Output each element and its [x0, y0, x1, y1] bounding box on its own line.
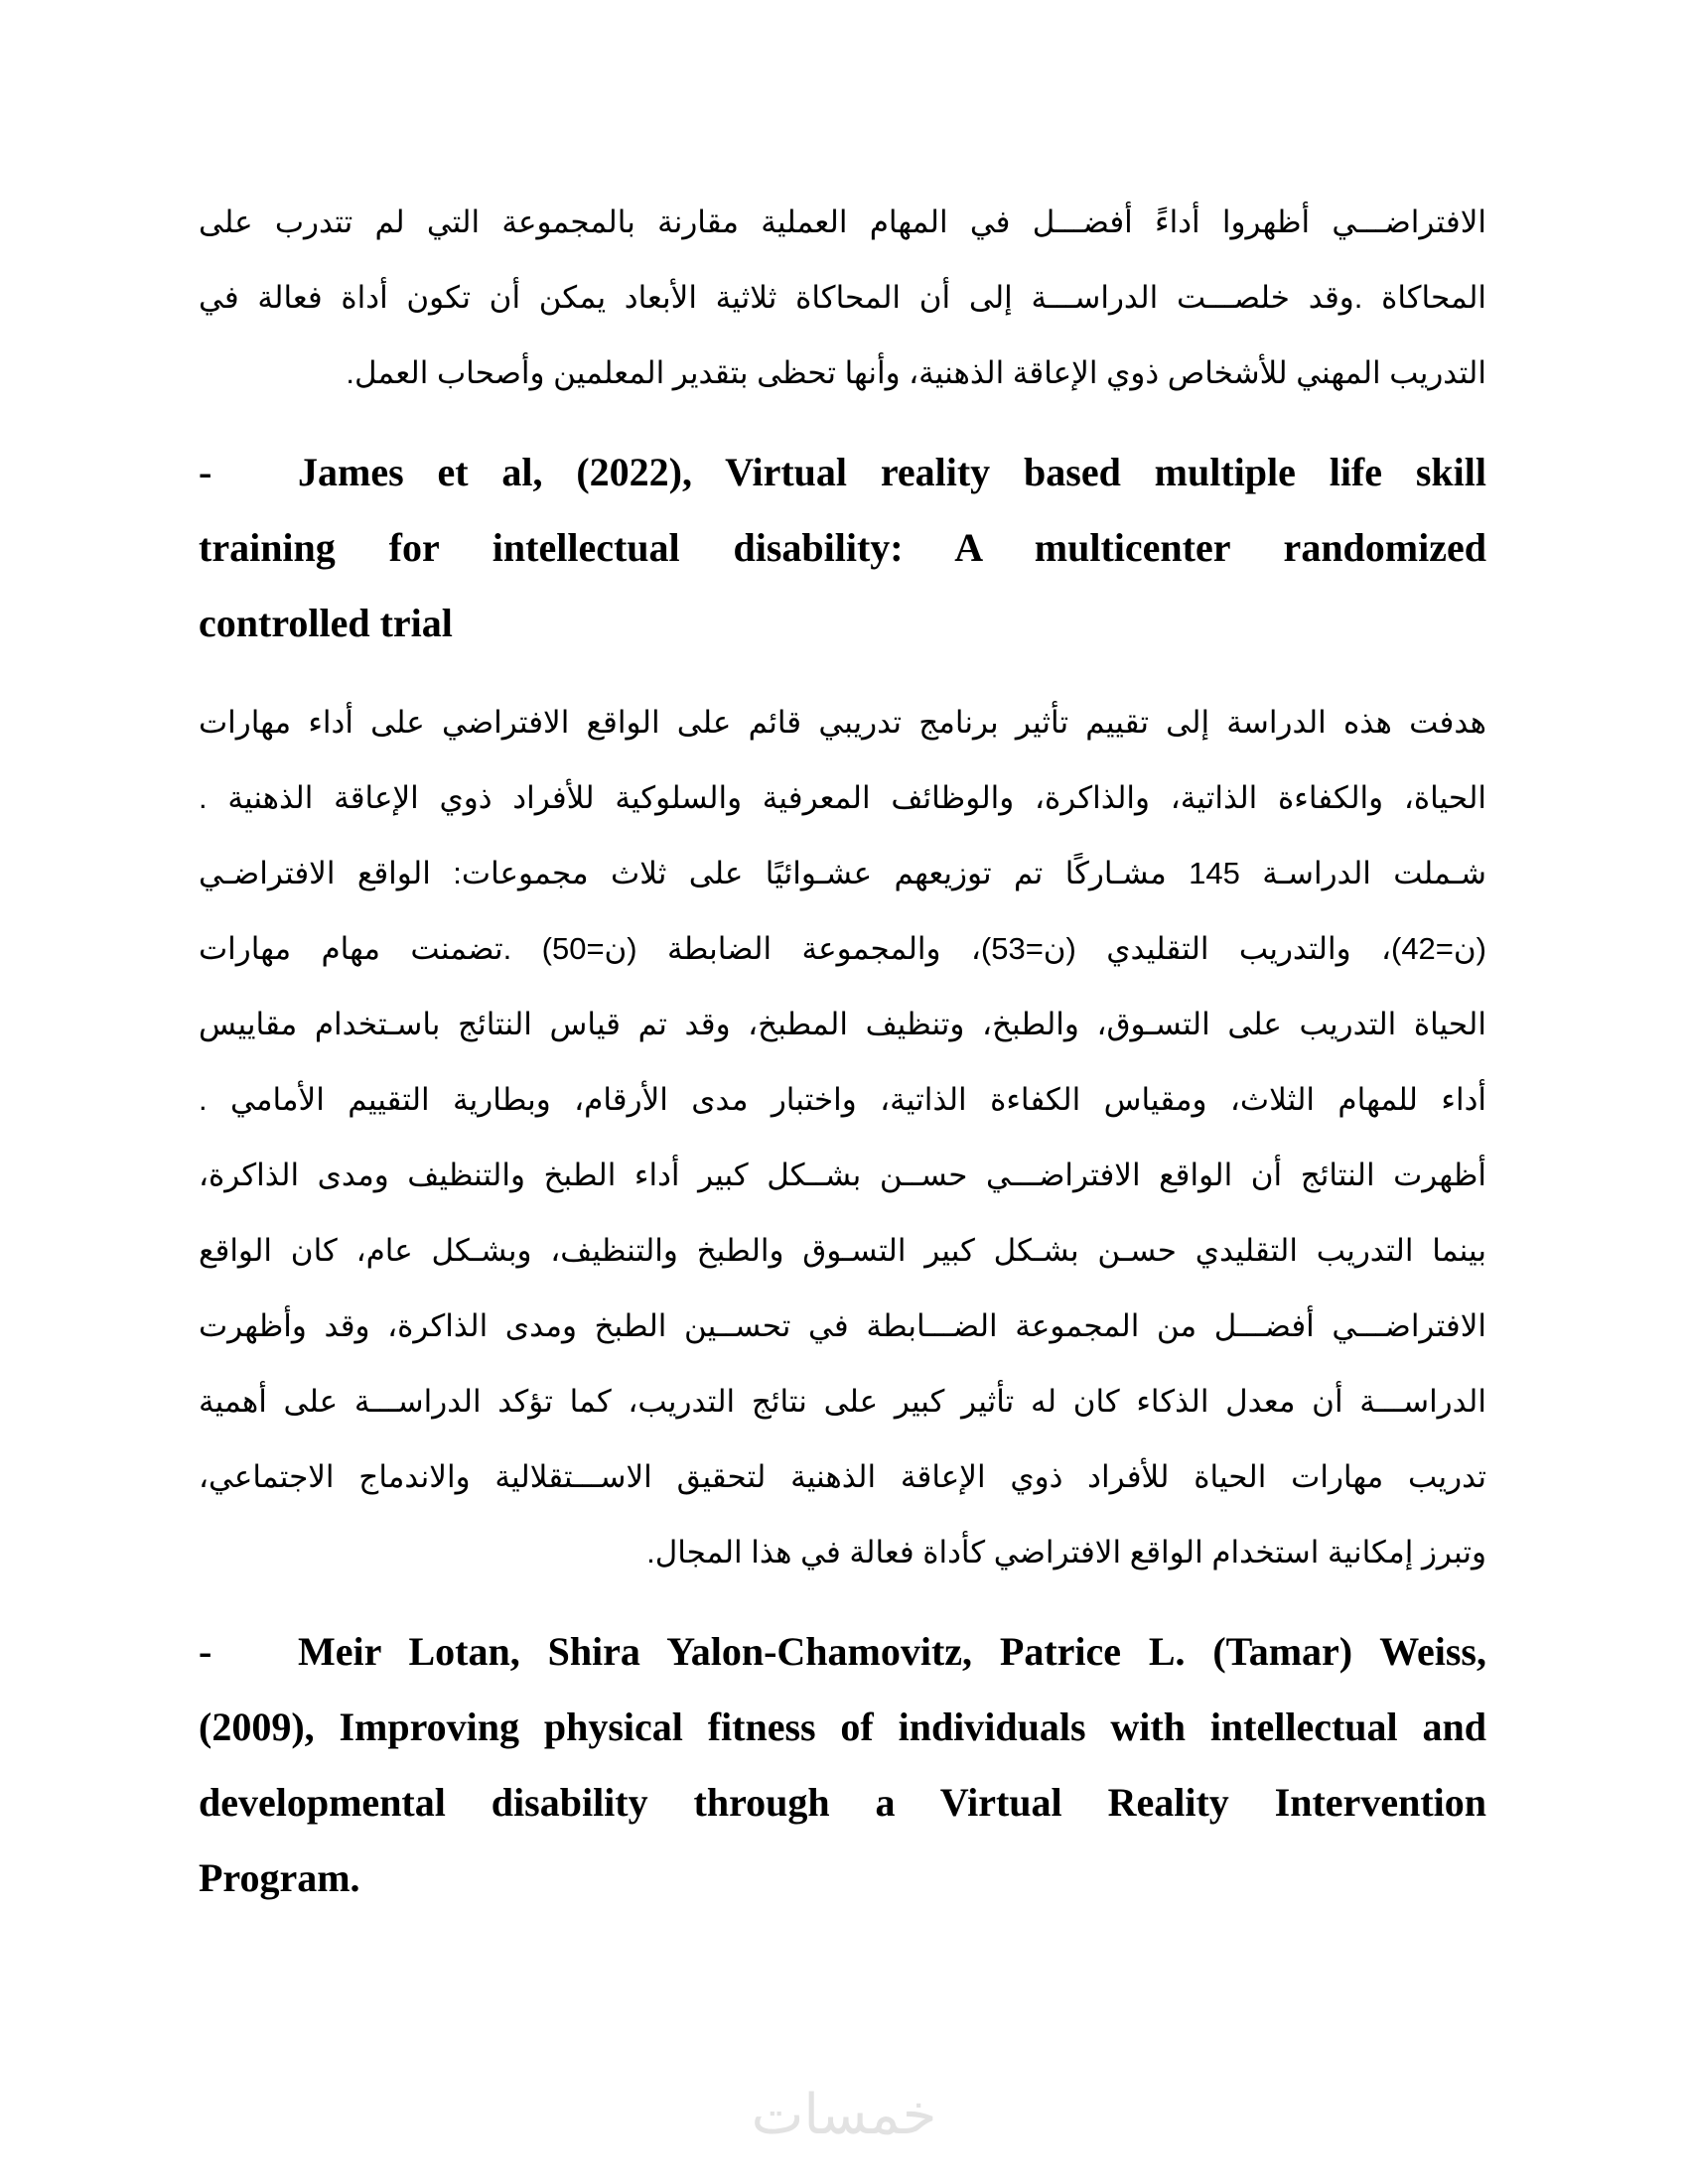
- reference-heading-lotan-2009: [199, 1614, 1486, 1916]
- text-line: بينما التدريب التقليدي حسـن بشـكل كبير التسـوق والطبخ والتنظيف، وبشـكل عام، كان الواقع: [199, 1233, 1486, 1268]
- arabic-paragraph-james-summary: [199, 685, 1486, 1590]
- reference-line: [199, 435, 1486, 510]
- arabic-paragraph-summary-end: [199, 185, 1486, 411]
- text-line: الحياة التدريب على التسـوق، والطبخ، وتنظيف المطبخ، وقد تم قياس النتائج باسـتخدام مقاييس: [199, 1007, 1486, 1041]
- bullet-dash: -: [199, 1629, 212, 1674]
- text-line: الدراســـة أن معدل الذكاء كان له تأثير كبير على نتائج التدريب، كما تؤكد الدراســـة على أهمية: [199, 1384, 1486, 1419]
- text-line: الافتراضـــي أفضـــل من المجموعة الضـــابطة في تحســين الطبخ ومدى الذاكرة، وقد وأظهرت: [199, 1308, 1486, 1343]
- bullet-dash: -: [199, 450, 212, 494]
- reference-line: developmental disability through a Virtual Reality Intervention: [199, 1780, 1486, 1825]
- text-line: هدفت هذه الدراسة إلى تقييم تأثير برنامج تدريبي قائم على الواقع الافتراضي على أداء مهارات: [199, 705, 1486, 740]
- reference-line: Program.: [199, 1855, 360, 1900]
- reference-line: controlled trial: [199, 601, 453, 645]
- reference-line: training for intellectual disability: A multicenter randomized: [199, 525, 1486, 570]
- text-line: أظهرت النتائج أن الواقع الافتراضـــي حســن بشــكل كبير أداء الطبخ والتنظيف ومدى الذاكرة،: [199, 1158, 1486, 1192]
- reference-text: Meir Lotan, Shira Yalon-Chamovitz, Patrice L. (Tamar) Weiss,: [298, 1629, 1486, 1674]
- text-line: (ن=42)، والتدريب التقليدي (ن=53)، والمجموعة الضابطة (ن=50) .تضمنت مهام مهارات: [199, 931, 1486, 966]
- text-line: المحاكاة .وقد خلصـــت الدراســـة إلى أن المحاكاة ثلاثية الأبعاد يمكن أن تكون أداة فعالة في: [199, 280, 1486, 315]
- reference-text: James et al, (2022), Virtual reality based multiple life skill: [298, 450, 1486, 494]
- reference-line: (2009), Improving physical fitness of individuals with intellectual and: [199, 1705, 1486, 1749]
- document-page: [199, 185, 1486, 1916]
- text-line: شـملت الدراسـة 145 مشـاركًا تم توزيعهم عشـوائيًا على ثلاث مجموعات: الواقع الافتراضـي: [199, 856, 1486, 890]
- text-line: تدريب مهارات الحياة للأفراد ذوي الإعاقة الذهنية لتحقيق الاســـتقلالية والاندماج الاجتماعي،: [199, 1459, 1486, 1494]
- text-line: أداء للمهام الثلاث، ومقياس الكفاءة الذاتية، واختبار مدى الأرقام، وبطارية التقييم الأمامي .: [199, 1082, 1486, 1117]
- reference-heading-james-2022: [199, 435, 1486, 661]
- reference-line: [199, 1614, 1486, 1690]
- text-line: الافتراضـــي أظهروا أداءً أفضـــل في المهام العملية مقارنة بالمجموعة التي لم تتدرب على: [199, 205, 1486, 239]
- khamsat-watermark-logo: خمسات: [751, 2083, 937, 2147]
- text-line: وتبرز إمكانية استخدام الواقع الافتراضي كأداة فعالة في هذا المجال.: [646, 1535, 1486, 1570]
- text-line: التدريب المهني للأشخاص ذوي الإعاقة الذهنية، وأنها تحظى بتقدير المعلمين وأصحاب العمل.: [346, 355, 1486, 390]
- text-line: الحياة، والكفاءة الذاتية، والذاكرة، والوظائف المعرفية والسلوكية للأفراد ذوي الإعاقة الذهنية .: [199, 780, 1486, 815]
